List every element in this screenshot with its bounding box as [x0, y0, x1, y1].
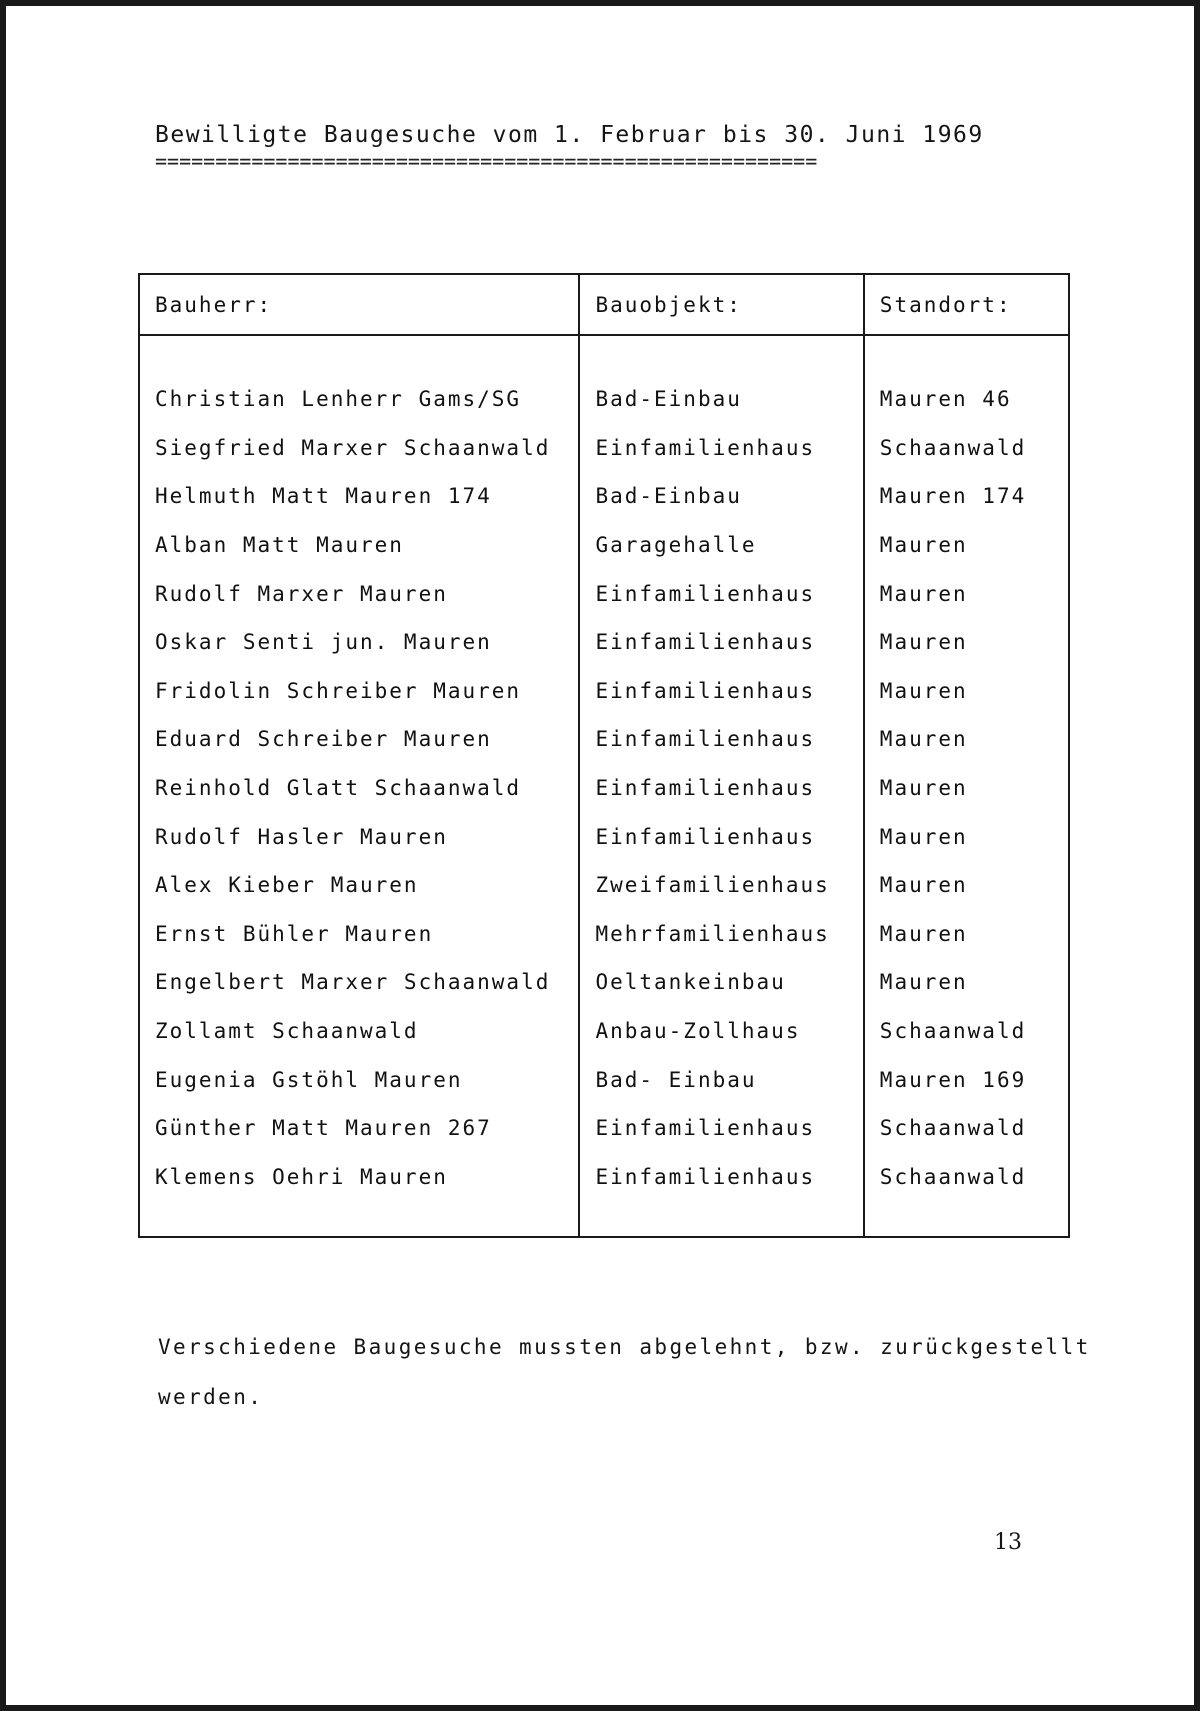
table-row	[139, 861, 1069, 910]
location-cell: Schaanwald	[879, 435, 1027, 460]
table-row	[139, 1055, 1069, 1104]
table-row	[139, 667, 1069, 716]
object-cell: Einfamilienhaus	[579, 764, 863, 813]
page-number: 13	[994, 1530, 1022, 1555]
location-cell: Mauren	[879, 921, 968, 946]
owner-cell: Alex Kieber Mauren	[139, 861, 579, 910]
location-cell: Mauren	[879, 970, 968, 995]
owner-cell: Siegfried Marxer Schaanwald	[139, 424, 579, 473]
location-cell: Mauren	[879, 581, 968, 606]
owner-cell: Rudolf Marxer Mauren	[139, 569, 579, 618]
owner-cell: Rudolf Hasler Mauren	[139, 812, 579, 861]
table-row	[139, 1007, 1069, 1056]
owner-cell: Fridolin Schreiber Mauren	[139, 667, 579, 716]
location-cell: Mauren	[879, 776, 968, 801]
object-cell: Einfamilienhaus	[579, 1153, 863, 1202]
location-cell: Mauren	[879, 533, 968, 558]
owner-cell: Christian Lenherr Gams/SG	[139, 375, 579, 424]
rejection-note: Verschiedene Baugesuche mussten abgelehnt, bzw. zurückgestellt werden.	[158, 1335, 1091, 1409]
location-cell: Mauren	[879, 824, 968, 849]
object-cell: Zweifamilienhaus	[579, 861, 863, 910]
owner-cell: Engelbert Marxer Schaanwald	[139, 958, 579, 1007]
page-title: Bewilligte Baugesuche vom 1. Februar bis 30. Juni 1969	[155, 122, 984, 148]
object-cell: Einfamilienhaus	[579, 667, 863, 716]
table-row	[139, 569, 1069, 618]
table-row	[139, 715, 1069, 764]
object-cell: Mehrfamilienhaus	[579, 910, 863, 959]
location-cell: Schaanwald	[879, 1116, 1027, 1141]
table-row	[139, 910, 1069, 959]
location-cell: Mauren	[879, 727, 968, 752]
owner-cell: Reinhold Glatt Schaanwald	[139, 764, 579, 813]
owner-cell: Helmuth Matt Mauren 174	[139, 472, 579, 521]
header-owner: Bauherr:	[139, 274, 579, 335]
object-cell: Bad-Einbau	[579, 472, 863, 521]
table-row	[139, 1153, 1069, 1202]
location-cell: Mauren	[879, 630, 968, 655]
table-row	[139, 812, 1069, 861]
owner-cell: Günther Matt Mauren 267	[139, 1104, 579, 1153]
location-cell: Mauren 174	[879, 484, 1027, 509]
location-cell: Schaanwald	[879, 1019, 1027, 1044]
object-cell: Einfamilienhaus	[579, 618, 863, 667]
location-cell: Mauren 46	[879, 387, 1012, 412]
object-cell: Bad- Einbau	[579, 1055, 863, 1104]
table-header-row	[139, 274, 1069, 335]
table-row	[139, 1104, 1069, 1153]
location-cell: Mauren 169	[879, 1067, 1027, 1092]
owner-cell: Ernst Bühler Mauren	[139, 910, 579, 959]
owner-cell: Eduard Schreiber Mauren	[139, 715, 579, 764]
title-underline: =======================================================	[155, 149, 818, 173]
table-row	[139, 764, 1069, 813]
object-cell: Einfamilienhaus	[579, 1104, 863, 1153]
object-cell: Oeltankeinbau	[579, 958, 863, 1007]
owner-cell: Eugenia Gstöhl Mauren	[139, 1055, 579, 1104]
owner-cell: Zollamt Schaanwald	[139, 1007, 579, 1056]
object-cell: Einfamilienhaus	[579, 569, 863, 618]
owner-cell: Alban Matt Mauren	[139, 521, 579, 570]
object-cell: Einfamilienhaus	[579, 812, 863, 861]
header-object: Bauobjekt:	[579, 274, 863, 335]
location-cell: Mauren	[879, 873, 968, 898]
table-row	[139, 424, 1069, 473]
location-cell: Mauren	[879, 678, 968, 703]
owner-cell: Oskar Senti jun. Mauren	[139, 618, 579, 667]
object-cell: Einfamilienhaus	[579, 715, 863, 764]
object-cell: Anbau-Zollhaus	[579, 1007, 863, 1056]
object-cell: Garagehalle	[579, 521, 863, 570]
owner-cell: Klemens Oehri Mauren	[139, 1153, 579, 1202]
table-bottom-spacer	[139, 1201, 1069, 1237]
header-location: Standort:	[864, 274, 1069, 335]
table-row	[139, 521, 1069, 570]
object-cell: Bad-Einbau	[579, 375, 863, 424]
object-cell: Einfamilienhaus	[579, 424, 863, 473]
location-cell: Schaanwald	[879, 1164, 1027, 1189]
table-row	[139, 958, 1069, 1007]
table-row	[139, 375, 1069, 424]
table-row	[139, 618, 1069, 667]
building-permits-table	[138, 273, 1070, 1238]
table-top-spacer	[139, 335, 1069, 375]
table-row	[139, 472, 1069, 521]
